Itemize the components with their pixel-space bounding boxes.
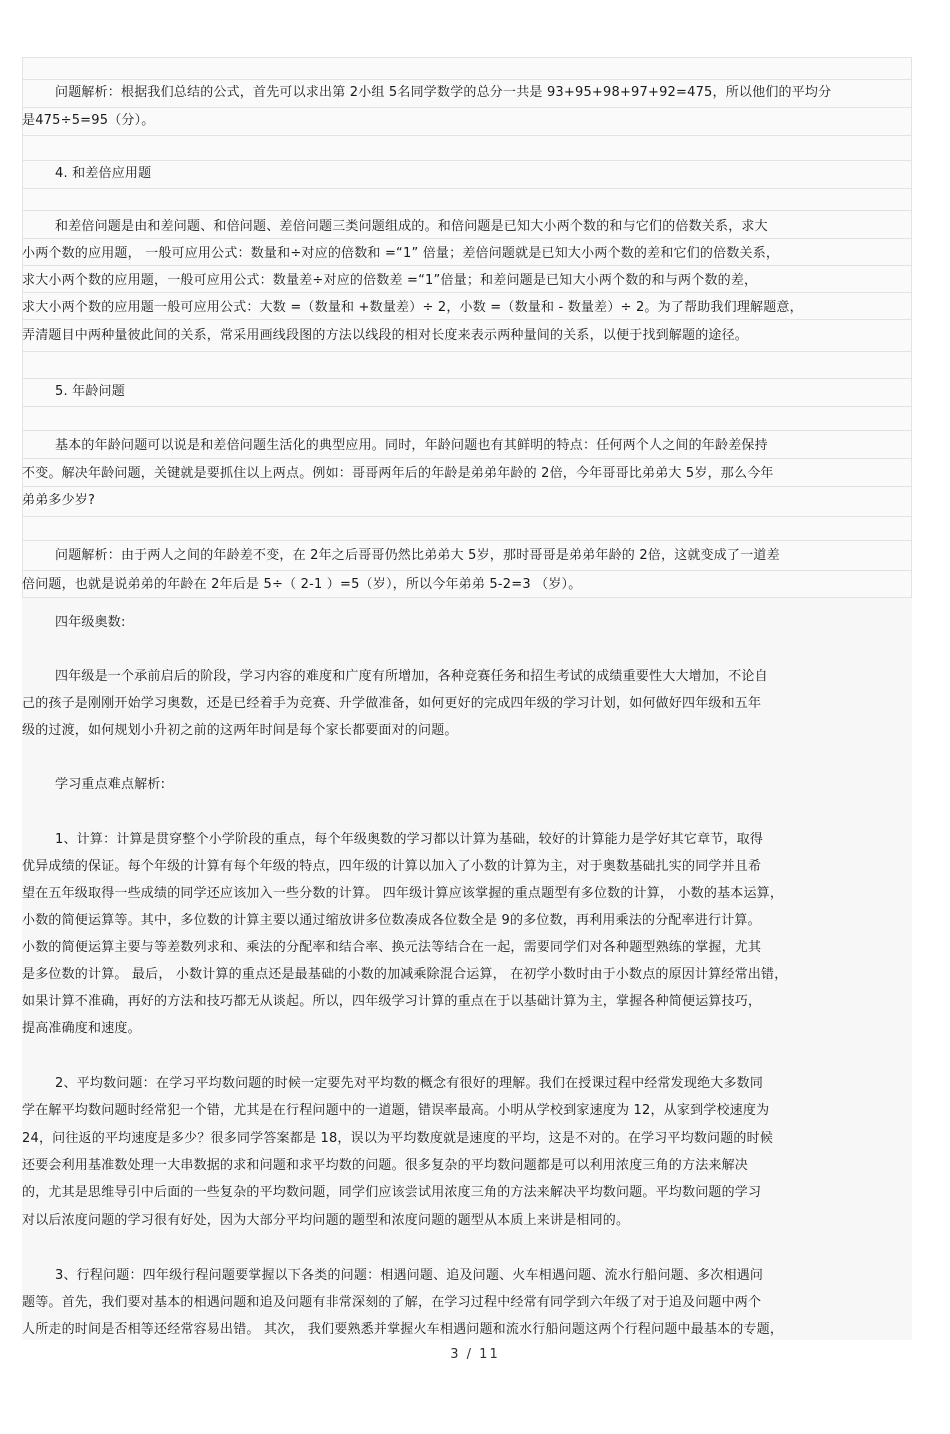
table-row bbox=[22, 351, 912, 378]
section-heading: 4. 和差倍应用题 bbox=[55, 166, 152, 181]
paragraph-line: 问题解析：由于两人之间的年龄差不变，在 2年之后哥哥仍然比弟弟大 5岁，那时哥哥是弟弟年龄的 2倍，这就变成了一道差 bbox=[55, 548, 780, 563]
section-heading: 学习重点难点解析: bbox=[55, 777, 166, 792]
paragraph-line: 倍问题，也就是说弟弟的年龄在 2年后是 5÷（ 2-1 ）=5（岁），所以今年弟弟 5-2=3 （岁）。 bbox=[22, 577, 582, 592]
paragraph-line: 弟弟多少岁? bbox=[22, 493, 96, 508]
paragraph-line: 求大小两个数的应用题，一般可应用公式：数量差÷对应的倍数差 =“1”倍量；和差问题是已知大小两个数的和与两个数的差， bbox=[22, 273, 758, 288]
paragraph-line: 如果计算不准确，再好的方法和技巧都无从谈起。所以，四年级学习计算的重点在于以基础计算为主，掌握各种简便运算技巧， bbox=[22, 994, 762, 1009]
paragraph-line: 己的孩子是刚刚开始学习奥数，还是已经着手为竞赛、升学做准备，如何更好的完成四年级的学习计划，如何做好四年级和五年 bbox=[22, 696, 762, 711]
paragraph-line: 和差倍问题是由和差问题、和倍问题、差倍问题三类问题组成的。和倍问题是已知大小两个数的和与它们的倍数关系，求大 bbox=[55, 219, 768, 234]
paragraph-line: 24，问往返的平均速度是多少？很多同学答案都是 18，误以为平均数度就是速度的平均，这是不对的。在学习平均数问题的时候 bbox=[22, 1131, 774, 1146]
paragraph-line: 是多位数的计算。 最后， 小数计算的重点还是最基础的小数的加减乘除混合运算， 在初学小数时由于小数点的原因计算经常出错， bbox=[22, 967, 788, 982]
table-row bbox=[22, 516, 912, 540]
paragraph-line: 不变。解决年龄问题，关键就是要抓住以上两点。例如：哥哥两年后的年龄是弟弟年龄的 2倍，今年哥哥比弟弟大 5岁，那么今年 bbox=[22, 466, 774, 481]
paragraph-line: 2、平均数问题：在学习平均数问题的时候一定要先对平均数的概念有很好的理解。我们在授课过程中经常发现绝大多数同 bbox=[55, 1076, 764, 1091]
table-row bbox=[22, 378, 912, 406]
paragraph-line: 弄清题目中两种量彼此间的关系，常采用画线段图的方法以线段的相对长度来表示两种量间的关系，以便于找到解题的途径。 bbox=[22, 328, 749, 343]
paragraph-line: 基本的年龄问题可以说是和差倍问题生活化的典型应用。同时，年龄问题也有其鲜明的特点：任何两个人之间的年龄差保持 bbox=[55, 438, 768, 453]
paragraph-line: 问题解析：根据我们总结的公式，首先可以求出第 2小组 5名同学数学的总分一共是 93+95+98+97+92=475，所以他们的平均分 bbox=[55, 85, 832, 100]
paragraph-line: 对以后浓度问题的学习很有好处，因为大部分平均问题的题型和浓度问题的题型从本质上来讲是相同的。 bbox=[22, 1213, 630, 1228]
table-row bbox=[22, 57, 912, 79]
paragraph-line: 1、计算：计算是贯穿整个小学阶段的重点，每个年级奥数的学习都以计算为基础，较好的计算能力是学好其它章节，取得 bbox=[55, 832, 764, 847]
table-row bbox=[22, 188, 912, 210]
table-row bbox=[22, 107, 912, 135]
paragraph-line: 学在解平均数问题时经常犯一个错，尤其是在行程问题中的一道题，错误率最高。小明从学校到家速度为 12，从家到学校速度为 bbox=[22, 1103, 770, 1118]
paragraph-line: 优异成绩的保证。每个年级的计算有每个年级的特点，四年级的计算以加入了小数的计算为主，对于奥数基础扎实的同学并且希 bbox=[22, 859, 762, 874]
paragraph-line: 还要会利用基准数处理一大串数据的求和问题和求平均数的问题。很多复杂的平均数问题都是可以利用浓度三角的方法来解决 bbox=[22, 1158, 749, 1173]
paragraph-line: 四年级是一个承前启后的阶段，学习内容的难度和广度有所增加，各种竞赛任务和招生考试的成绩重要性大大增加，不论自 bbox=[55, 669, 768, 684]
table-row bbox=[22, 135, 912, 160]
paragraph-line: 提高准确度和速度。 bbox=[22, 1021, 141, 1036]
section-heading: 四年级奥数: bbox=[55, 615, 126, 630]
paragraph-line: 小数的简便运算等。其中，多位数的计算主要以通过缩放讲多位数凑成各位数全是 9的多位数，再利用乘法的分配率进行计算。 bbox=[22, 913, 761, 928]
paragraph-line: 是475÷5=95（分）。 bbox=[22, 113, 155, 128]
paragraph-line: 人所走的时间是否相等还经常容易出错。 其次， 我们要熟悉并掌握火车相遇问题和流水行船问题这两个行程问题中最基本的专题， bbox=[22, 1322, 784, 1337]
page-number: 3 / 11 bbox=[450, 1347, 500, 1362]
paragraph-line: 小数的简便运算主要与等差数列求和、乘法的分配率和结合率、换元法等结合在一起，需要同学们对各种题型熟练的掌握，尤其 bbox=[22, 940, 762, 955]
paragraph-line: 小两个数的应用题， 一般可应用公式：数量和÷对应的倍数和 =“1” 倍量；差倍问题就是已知大小两个数的差和它们的倍数关系， bbox=[22, 246, 780, 261]
paragraph-line: 级的过渡，如何规划小升初之前的这两年时间是每个家长都要面对的问题。 bbox=[22, 723, 458, 738]
table-row bbox=[22, 486, 912, 516]
paragraph-line: 望在五年级取得一些成绩的同学还应该加入一些分数的计算。 四年级计算应该掌握的重点题型有多位数的计算， 小数的基本运算， bbox=[22, 886, 784, 901]
paragraph-line: 题等。首先，我们要对基本的相遇问题和追及问题有非常深刻的了解，在学习过程中经常有同学到六年级了对于追及问题中两个 bbox=[22, 1295, 762, 1310]
section-heading: 5. 年龄问题 bbox=[55, 384, 125, 399]
paragraph-line: 求大小两个数的应用题一般可应用公式：大数 =（数量和 +数量差）÷ 2，小数 =（数量和 - 数量差）÷ 2。为了帮助我们理解题意， bbox=[22, 300, 803, 315]
paragraph-line: 3、行程问题：四年级行程问题要掌握以下各类的问题：相遇问题、追及问题、火车相遇问题、流水行船问题、多次相遇问 bbox=[55, 1268, 764, 1283]
table-row bbox=[22, 160, 912, 188]
paragraph-line: 的，尤其是思维导引中后面的一些复杂的平均数问题，同学们应该尝试用浓度三角的方法来解决平均数问题。平均数问题的学习 bbox=[22, 1185, 762, 1200]
table-row bbox=[22, 406, 912, 430]
